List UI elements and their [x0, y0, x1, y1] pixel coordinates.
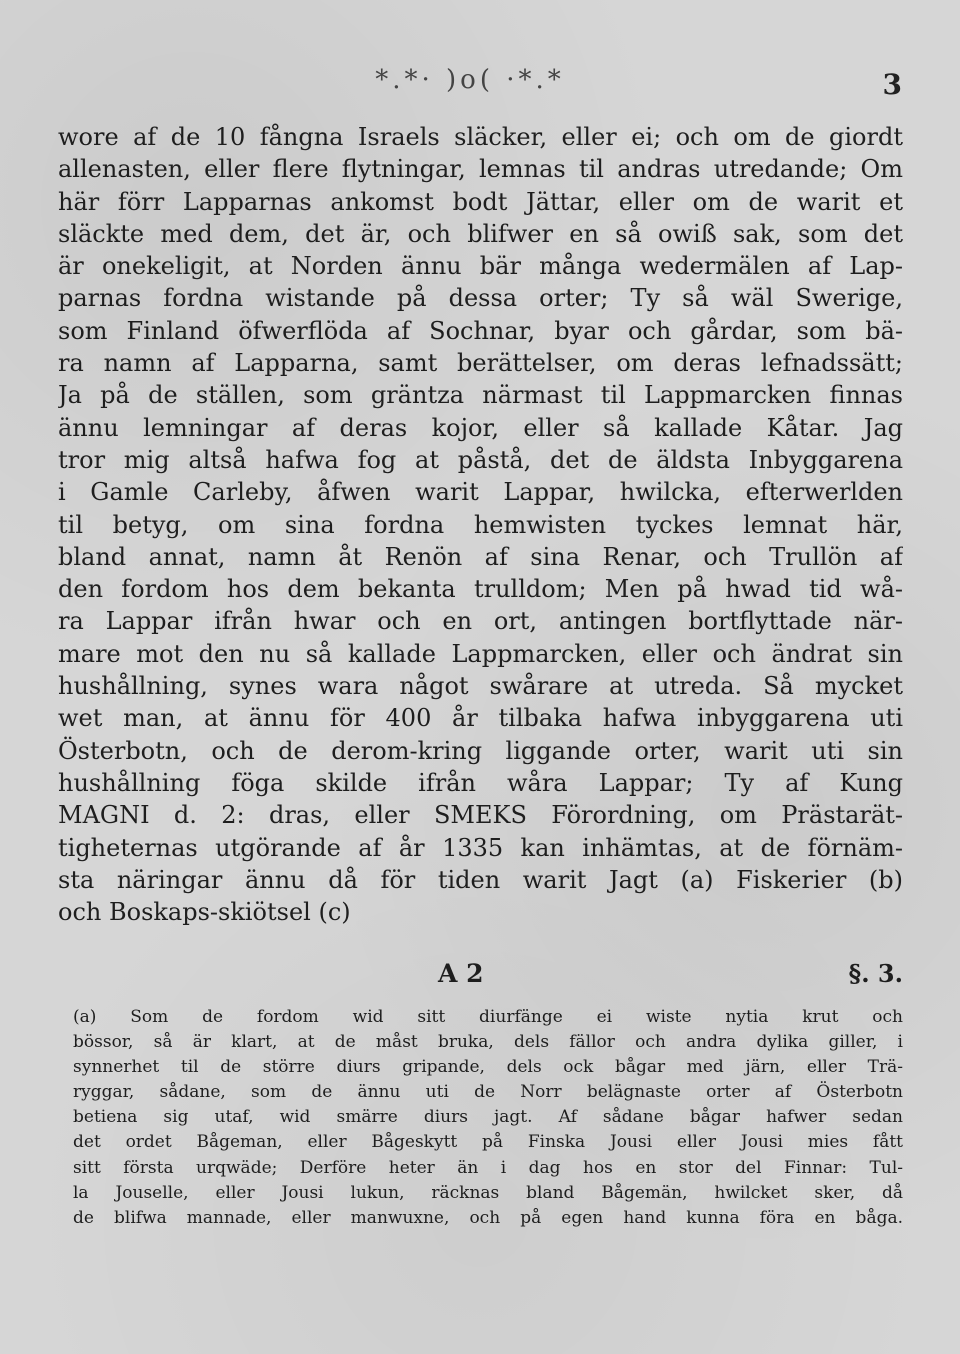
text-line: ännu lemningar af deras kojor, eller så kallade Kåtar. Jag — [58, 413, 903, 442]
text-line: ra namn af Lapparna, samt berättelser, om deras lefnadssätt; — [58, 349, 903, 378]
text-line: wet man, at ännu för 400 år tilbaka hafwa inbyggarena uti — [58, 704, 903, 733]
footnote-line: la Jouselle, eller Jousi lukun, räcknas bland Bågemän, hwilcket sker, då — [73, 1182, 903, 1203]
text-line: mare mot den nu så kallade Lappmarcken, eller och ändrat sin — [58, 639, 903, 668]
text-line: Ja på de ställen, som gräntza närmast til Lappmarcken finnas — [58, 381, 903, 410]
footnote-line: betiena sig utaf, wid smärre diurs jagt. Af sådane bågar hafwer sedan — [73, 1107, 903, 1128]
catchword: §. 3. — [848, 959, 903, 988]
body-text — [58, 121, 903, 928]
text-line: tigheternas utgörande af år 1335 kan inhämtas, at de förnäm- — [58, 833, 903, 862]
footnote-line: ryggar, sådane, som de ännu uti de Norr belägnaste orter af Österbotn — [73, 1082, 903, 1103]
text-line: hushållning, synes wara något swårare at utreda. Så mycket — [58, 672, 903, 701]
text-line: släckte med dem, det är, och blifwer en så owiß sak, som det — [58, 219, 903, 248]
footnote-line: (a) Som de fordom wid sitt diurfänge ei wiste nytia krut och — [73, 1007, 903, 1027]
text-line: den fordom hos dem bekanta trulldom; Men på hwad tid wå- — [58, 575, 903, 604]
footnotes — [73, 1005, 903, 1231]
text-line: och Boskaps-skiötsel (c) — [58, 898, 351, 927]
signature-row — [58, 958, 903, 990]
text-line: bland annat, namn åt Renön af sina Renar, och Trullön af — [58, 542, 903, 571]
header-ornament: *.*· )o( ·*.* — [375, 65, 565, 95]
text-line: ra Lappar ifrån hwar och en ort, antingen bortflyttade när- — [58, 607, 903, 636]
text-line: wore af de 10 fångna Israels släcker, eller ei; och om de giordt — [58, 123, 903, 151]
text-line: är onekeligit, at Norden ännu bär många wedermälen af Lap- — [58, 252, 903, 281]
footnote-line: synnerhet til de större diurs gripande, dels ock bågar med järn, eller Trä- — [73, 1057, 903, 1078]
page-number: 3 — [882, 68, 902, 101]
text-line: i Gamle Carleby, åfwen warit Lappar, hwilcka, efterwerlden — [58, 478, 903, 507]
footnote-line: bössor, så är klart, at de måst bruka, dels fällor och andra dylika giller, i — [73, 1032, 903, 1053]
text-line: Österbotn, och de derom-kring liggande orter, warit uti sin — [58, 736, 903, 765]
signature-mark: A 2 — [438, 959, 484, 988]
text-line: allenasten, eller flere flytningar, lemnas til andras utredande; Om — [58, 155, 903, 184]
text-line: tror mig altså hafwa fog at påstå, det de äldsta Inbyggarena — [58, 445, 903, 474]
text-line: hushållning föga skilde ifrån wåra Lappar; Ty af Kung — [58, 768, 903, 797]
text-line: här förr Lapparnas ankomst bodt Jättar, eller om de warit et — [58, 187, 903, 216]
footnote-line: sitt första urqwäde; Derföre heter än i dag hos en stor del Finnar: Tul- — [73, 1157, 903, 1178]
footnote-line: de blifwa mannade, eller manwuxne, och på egen hand kunna föra en båga. — [73, 1207, 903, 1228]
footnote-line: det ordet Bågeman, eller Bågeskytt på Finska Jousi eller Jousi mies fått — [73, 1132, 903, 1153]
text-line: parnas fordna wistande på dessa orter; Ty så wäl Swerige, — [58, 284, 903, 313]
text-line: som Finland öfwerflöda af Sochnar, byar och gårdar, som bä- — [58, 316, 903, 345]
text-line: til betyg, om sina fordna hemwisten tyckes lemnat här, — [58, 510, 903, 539]
text-line: MAGNI d. 2: dras, eller SMEKS Förordning, om Prästarät- — [58, 801, 903, 830]
text-line: sta näringar ännu då för tiden warit Jagt (a) Fiskerier (b) — [58, 865, 903, 894]
